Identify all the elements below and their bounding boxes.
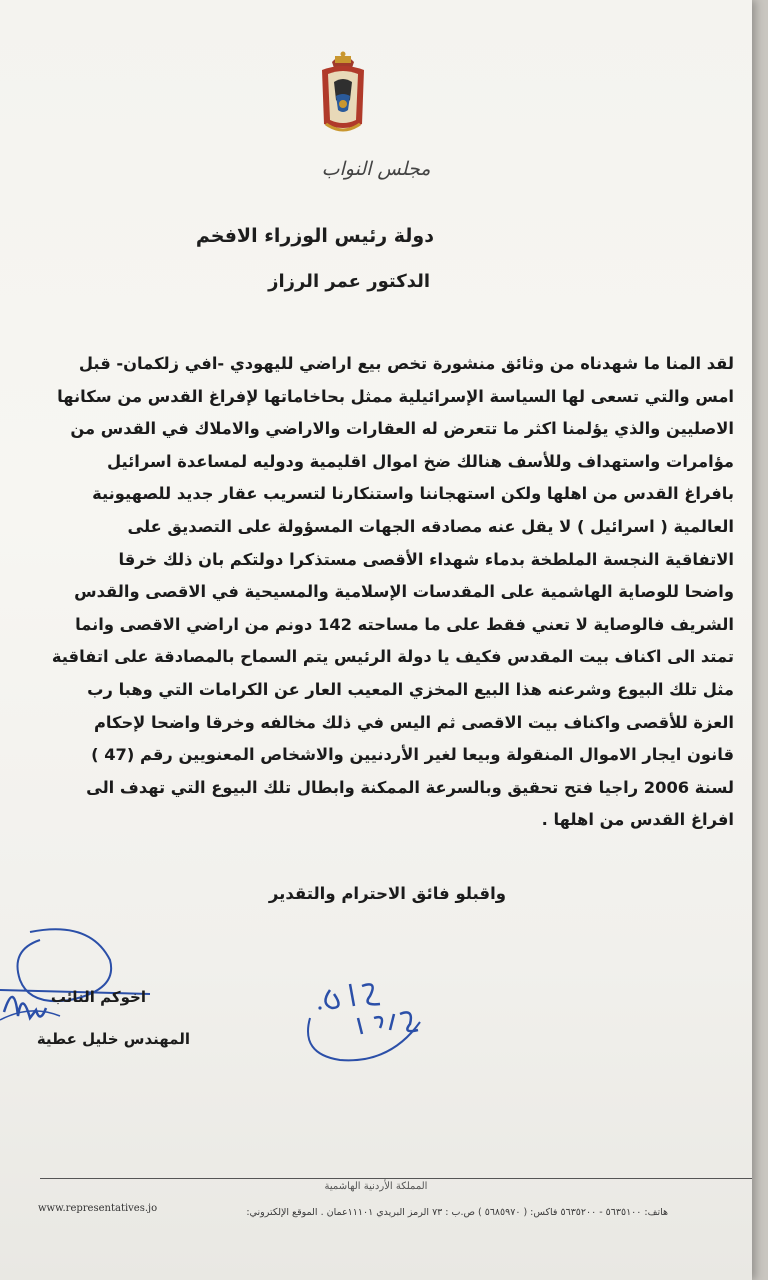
footer-divider xyxy=(40,1178,752,1179)
recipient-name: الدكتور عمر الرزاز xyxy=(268,271,430,292)
body-line: بافراغ القدس من اهلها ولكن استهجاننا واستنكارنا لتسريب عقار جديد للصهيونية xyxy=(92,484,734,504)
body-line: مثل تلك البيوع وشرعنه هذا البيع المخزي المعيب العار عن الكرامات التي وهبا رب xyxy=(87,679,734,699)
signature-title: اخوكم النائب xyxy=(50,988,146,1006)
body-line: لسنة 2006 راجيا فتح تحقيق وبالسرعة الممكنة وابطال تلك البيوع التي تهدف الى xyxy=(86,777,734,797)
letter-body xyxy=(51,348,734,837)
footer-contact: هاتف: ٥٦٣٥١٠٠ - ٥٦٣٥٢٠٠ فاكس: ( ٥٦٨٥٩٧٠ ) ص.ب : ٧٣ الرمز البريدي ١١١٠١عمان . الموقع الإلكتروني: xyxy=(246,1207,668,1218)
signature-name: المهندس خليل عطية xyxy=(36,1030,190,1048)
body-line: واضحا للوصاية الهاشمية على المقدسات الإسلامية والمسيحية في الاقصى والقدس xyxy=(74,582,734,602)
body-line: الاصليين والذي يؤلمنا اكثر ما تتعرض له العقارات والاراضي والاملاك في القدس من xyxy=(70,419,734,439)
body-line: امس والتي تسعى لها السياسة الإسرائيلية ممثل بحاخاماتها لإفراغ القدس من سكانها xyxy=(57,386,734,406)
footer-website: www.representatives.jo xyxy=(38,1203,158,1214)
recipient-title: دولة رئيس الوزراء الافخم xyxy=(195,225,434,247)
body-line: لقد المنا ما شهدناه من وثائق منشورة تخص بيع اراضي لليهودي -افي زلكمان- قبل xyxy=(78,354,734,373)
parliament-name-calligraphy: مجلس النواب xyxy=(321,158,431,180)
body-line: مؤامرات واستهداف وللأسف هنالك ضخ اموال اقليمية ودوليه لمساعدة اسرائيل xyxy=(106,451,734,471)
body-line: العزة للأقصى واكناف بيت الاقصى ثم اليس في ذلك مخالفه وخرقا واضحا لإحكام xyxy=(93,712,734,732)
body-line: افراغ القدس من اهلها . xyxy=(541,810,734,830)
body-line: الاتفاقية النجسة الملطخة بدماء شهداء الأقصى مستذكرا دولتكم بان ذلك خرقا xyxy=(118,549,734,569)
body-line: الشريف فالوصاية لا تعني فقط على ما مساحته 142 دونم من اراضي الاقصى وانما xyxy=(75,614,734,634)
closing-salutation: واقبلو فائق الاحترام والتقدير xyxy=(268,884,506,903)
footer-brand: المملكة الأردنية الهاشمية xyxy=(324,1181,428,1192)
royal-coat-of-arms-icon xyxy=(318,48,368,138)
body-line: العالمية ( اسرائيل ) لا يقل عنه مصادقه الجهات المسؤولة على التصديق على xyxy=(127,516,734,536)
body-line: قانون ايجار الاموال المنقولة وبيعا لغير الأردنيين والاشخاص المعنويين رقم (47 ) xyxy=(91,745,734,765)
handwritten-date-icon xyxy=(290,978,430,1068)
body-line: تمتد الى اكناف بيت المقدس فكيف يا دولة الرئيس يتم السماح بالمصادقة على اتفاقية xyxy=(51,647,734,667)
